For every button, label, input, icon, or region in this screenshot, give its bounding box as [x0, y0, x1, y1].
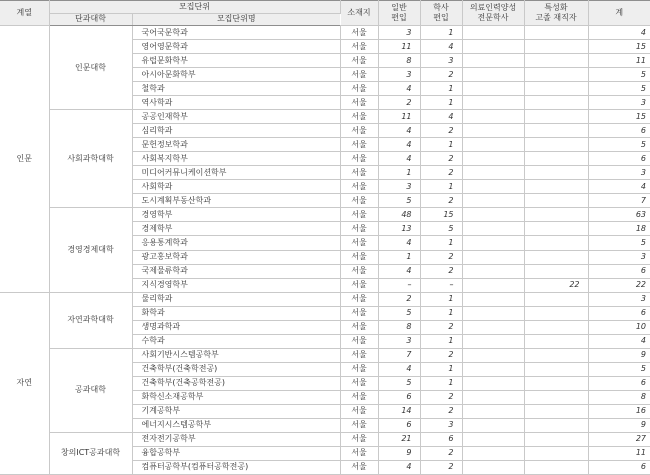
special-cell	[524, 334, 588, 348]
special-cell	[524, 418, 588, 432]
general-transfer-cell: 4	[378, 152, 420, 166]
general-transfer-cell: 5	[378, 194, 420, 208]
total-cell: 5	[588, 68, 650, 82]
header-recruit-unit: 모집단위	[49, 1, 340, 14]
bachelor-transfer-cell: 2	[420, 68, 462, 82]
bachelor-transfer-cell: –	[420, 278, 462, 292]
general-transfer-cell: 3	[378, 334, 420, 348]
general-transfer-cell: 5	[378, 376, 420, 390]
general-transfer-cell: 5	[378, 306, 420, 320]
general-transfer-cell: 2	[378, 292, 420, 306]
location-cell: 서울	[340, 418, 378, 432]
medical-cell	[462, 194, 524, 208]
general-transfer-cell: 4	[378, 236, 420, 250]
location-cell: 서울	[340, 138, 378, 152]
general-transfer-cell: 8	[378, 320, 420, 334]
general-transfer-cell: 3	[378, 26, 420, 40]
medical-cell	[462, 82, 524, 96]
bachelor-transfer-cell: 2	[420, 404, 462, 418]
medical-cell	[462, 110, 524, 124]
general-transfer-cell: 4	[378, 124, 420, 138]
special-cell	[524, 166, 588, 180]
location-cell: 서울	[340, 362, 378, 376]
dept-name-cell: 경제학부	[132, 222, 340, 236]
location-cell: 서울	[340, 376, 378, 390]
general-transfer-cell: 11	[378, 110, 420, 124]
dept-name-cell: 유럽문화학부	[132, 54, 340, 68]
general-transfer-cell: 4	[378, 362, 420, 376]
dept-name-cell: 건축학부(건축학전공)	[132, 362, 340, 376]
medical-cell	[462, 236, 524, 250]
dept-name-cell: 사회학과	[132, 180, 340, 194]
special-cell	[524, 348, 588, 362]
bachelor-transfer-cell: 2	[420, 264, 462, 278]
location-cell: 서울	[340, 320, 378, 334]
location-cell: 서울	[340, 110, 378, 124]
dept-name-cell: 심리학과	[132, 124, 340, 138]
total-cell: 15	[588, 40, 650, 54]
special-cell	[524, 222, 588, 236]
general-transfer-cell: 3	[378, 180, 420, 194]
total-cell: 9	[588, 348, 650, 362]
total-cell: 3	[588, 292, 650, 306]
medical-cell	[462, 362, 524, 376]
special-cell	[524, 320, 588, 334]
bachelor-transfer-cell: 2	[420, 124, 462, 138]
total-cell: 6	[588, 152, 650, 166]
special-cell	[524, 292, 588, 306]
total-cell: 16	[588, 404, 650, 418]
special-cell	[524, 460, 588, 474]
medical-cell	[462, 208, 524, 222]
location-cell: 서울	[340, 96, 378, 110]
special-cell	[524, 432, 588, 446]
general-transfer-cell: 4	[378, 264, 420, 278]
college-cell: 공과대학	[49, 348, 132, 432]
total-cell: 4	[588, 180, 650, 194]
total-cell: 5	[588, 362, 650, 376]
general-transfer-cell: 6	[378, 418, 420, 432]
special-cell	[524, 236, 588, 250]
medical-cell	[462, 306, 524, 320]
general-transfer-cell: 13	[378, 222, 420, 236]
bachelor-transfer-cell: 1	[420, 26, 462, 40]
location-cell: 서울	[340, 334, 378, 348]
bachelor-transfer-cell: 1	[420, 180, 462, 194]
special-cell	[524, 376, 588, 390]
location-cell: 서울	[340, 432, 378, 446]
general-transfer-cell: 4	[378, 138, 420, 152]
dept-name-cell: 아시아문화학부	[132, 68, 340, 82]
general-transfer-cell: 1	[378, 166, 420, 180]
dept-name-cell: 화학신소재공학부	[132, 390, 340, 404]
dept-name-cell: 화학과	[132, 306, 340, 320]
bachelor-transfer-cell: 1	[420, 376, 462, 390]
track-cell: 인문	[0, 26, 49, 293]
medical-cell	[462, 138, 524, 152]
dept-name-cell: 공공인재학부	[132, 110, 340, 124]
dept-name-cell: 영어영문학과	[132, 40, 340, 54]
general-transfer-cell: 6	[378, 390, 420, 404]
location-cell: 서울	[340, 222, 378, 236]
total-cell: 18	[588, 222, 650, 236]
total-cell: 8	[588, 390, 650, 404]
total-cell: 6	[588, 124, 650, 138]
medical-cell	[462, 376, 524, 390]
table-body	[0, 26, 650, 475]
location-cell: 서울	[340, 278, 378, 292]
special-cell	[524, 26, 588, 40]
bachelor-transfer-cell: 1	[420, 138, 462, 152]
special-cell	[524, 82, 588, 96]
total-cell: 6	[588, 306, 650, 320]
dept-name-cell: 국제물류학과	[132, 264, 340, 278]
dept-name-cell: 융합공학부	[132, 446, 340, 460]
dept-name-cell: 경영학부	[132, 208, 340, 222]
location-cell: 서울	[340, 446, 378, 460]
medical-cell	[462, 432, 524, 446]
special-cell	[524, 152, 588, 166]
general-transfer-cell: 9	[378, 446, 420, 460]
dept-name-cell: 사회복지학부	[132, 152, 340, 166]
general-transfer-cell: 2	[378, 96, 420, 110]
medical-cell	[462, 166, 524, 180]
header-medical: 의료인력양성 전문학사	[462, 1, 524, 26]
track-cell: 자연	[0, 292, 49, 474]
total-cell: 3	[588, 96, 650, 110]
location-cell: 서울	[340, 166, 378, 180]
general-transfer-cell: 1	[378, 250, 420, 264]
dept-name-cell: 철학과	[132, 82, 340, 96]
special-cell	[524, 404, 588, 418]
general-transfer-cell: –	[378, 278, 420, 292]
general-transfer-cell: 7	[378, 348, 420, 362]
header-special: 특성화 고졸 재직자	[524, 1, 588, 26]
location-cell: 서울	[340, 68, 378, 82]
location-cell: 서울	[340, 54, 378, 68]
header-unit-name: 모집단위명	[132, 13, 340, 26]
general-transfer-cell: 14	[378, 404, 420, 418]
location-cell: 서울	[340, 264, 378, 278]
bachelor-transfer-cell: 2	[420, 460, 462, 474]
special-cell	[524, 362, 588, 376]
dept-name-cell: 건축학부(건축공학전공)	[132, 376, 340, 390]
location-cell: 서울	[340, 152, 378, 166]
location-cell: 서울	[340, 348, 378, 362]
location-cell: 서울	[340, 404, 378, 418]
total-cell: 22	[588, 278, 650, 292]
medical-cell	[462, 250, 524, 264]
bachelor-transfer-cell: 2	[420, 250, 462, 264]
bachelor-transfer-cell: 2	[420, 194, 462, 208]
location-cell: 서울	[340, 208, 378, 222]
medical-cell	[462, 446, 524, 460]
total-cell: 7	[588, 194, 650, 208]
medical-cell	[462, 390, 524, 404]
medical-cell	[462, 180, 524, 194]
bachelor-transfer-cell: 2	[420, 166, 462, 180]
total-cell: 6	[588, 264, 650, 278]
table-row	[0, 348, 650, 362]
general-transfer-cell: 48	[378, 208, 420, 222]
bachelor-transfer-cell: 5	[420, 222, 462, 236]
medical-cell	[462, 278, 524, 292]
general-transfer-cell: 4	[378, 82, 420, 96]
total-cell: 15	[588, 110, 650, 124]
special-cell	[524, 194, 588, 208]
location-cell: 서울	[340, 306, 378, 320]
header-track: 계열	[0, 1, 49, 26]
header-location: 소재지	[340, 1, 378, 26]
general-transfer-cell: 3	[378, 68, 420, 82]
special-cell	[524, 54, 588, 68]
table-row	[0, 432, 650, 446]
medical-cell	[462, 54, 524, 68]
location-cell: 서울	[340, 124, 378, 138]
college-cell: 창의ICT공과대학	[49, 432, 132, 474]
bachelor-transfer-cell: 1	[420, 334, 462, 348]
dept-name-cell: 수학과	[132, 334, 340, 348]
dept-name-cell: 국어국문학과	[132, 26, 340, 40]
bachelor-transfer-cell: 2	[420, 446, 462, 460]
dept-name-cell: 문헌정보학과	[132, 138, 340, 152]
special-cell	[524, 110, 588, 124]
special-cell	[524, 264, 588, 278]
dept-name-cell: 물리학과	[132, 292, 340, 306]
dept-name-cell: 도시계획부동산학과	[132, 194, 340, 208]
bachelor-transfer-cell: 2	[420, 152, 462, 166]
dept-name-cell: 역사학과	[132, 96, 340, 110]
total-cell: 5	[588, 236, 650, 250]
header-general-transfer: 일반 편입	[378, 1, 420, 26]
medical-cell	[462, 124, 524, 138]
special-cell	[524, 138, 588, 152]
dept-name-cell: 사회기반시스템공학부	[132, 348, 340, 362]
college-cell: 자연과학대학	[49, 292, 132, 348]
medical-cell	[462, 320, 524, 334]
total-cell: 3	[588, 166, 650, 180]
medical-cell	[462, 418, 524, 432]
bachelor-transfer-cell: 1	[420, 362, 462, 376]
total-cell: 11	[588, 446, 650, 460]
location-cell: 서울	[340, 194, 378, 208]
medical-cell	[462, 460, 524, 474]
table-row	[0, 26, 650, 40]
header-bachelor-transfer: 학사 편입	[420, 1, 462, 26]
table-row	[0, 208, 650, 222]
location-cell: 서울	[340, 82, 378, 96]
special-cell	[524, 390, 588, 404]
dept-name-cell: 응용통계학과	[132, 236, 340, 250]
medical-cell	[462, 152, 524, 166]
special-cell	[524, 250, 588, 264]
bachelor-transfer-cell: 1	[420, 82, 462, 96]
dept-name-cell: 광고홍보학과	[132, 250, 340, 264]
general-transfer-cell: 4	[378, 460, 420, 474]
location-cell: 서울	[340, 40, 378, 54]
dept-name-cell: 컴퓨터공학부(컴퓨터공학전공)	[132, 460, 340, 474]
bachelor-transfer-cell: 1	[420, 236, 462, 250]
special-cell	[524, 446, 588, 460]
bachelor-transfer-cell: 2	[420, 320, 462, 334]
general-transfer-cell: 8	[378, 54, 420, 68]
general-transfer-cell: 11	[378, 40, 420, 54]
total-cell: 4	[588, 334, 650, 348]
total-cell: 11	[588, 54, 650, 68]
medical-cell	[462, 96, 524, 110]
general-transfer-cell: 21	[378, 432, 420, 446]
bachelor-transfer-cell: 2	[420, 390, 462, 404]
total-cell: 5	[588, 138, 650, 152]
college-cell: 인문대학	[49, 26, 132, 110]
location-cell: 서울	[340, 26, 378, 40]
special-cell	[524, 96, 588, 110]
bachelor-transfer-cell: 2	[420, 348, 462, 362]
total-cell: 10	[588, 320, 650, 334]
special-cell: 22	[524, 278, 588, 292]
special-cell	[524, 306, 588, 320]
bachelor-transfer-cell: 1	[420, 96, 462, 110]
college-cell: 사회과학대학	[49, 110, 132, 208]
location-cell: 서울	[340, 292, 378, 306]
header-college: 단과대학	[49, 13, 132, 26]
medical-cell	[462, 404, 524, 418]
table-header	[0, 1, 650, 26]
bachelor-transfer-cell: 4	[420, 110, 462, 124]
location-cell: 서울	[340, 390, 378, 404]
total-cell: 3	[588, 250, 650, 264]
special-cell	[524, 180, 588, 194]
medical-cell	[462, 264, 524, 278]
medical-cell	[462, 68, 524, 82]
table-row	[0, 292, 650, 306]
table-row	[0, 110, 650, 124]
location-cell: 서울	[340, 460, 378, 474]
total-cell: 6	[588, 460, 650, 474]
dept-name-cell: 전자전기공학부	[132, 432, 340, 446]
bachelor-transfer-cell: 4	[420, 40, 462, 54]
medical-cell	[462, 26, 524, 40]
special-cell	[524, 40, 588, 54]
special-cell	[524, 68, 588, 82]
medical-cell	[462, 292, 524, 306]
medical-cell	[462, 348, 524, 362]
special-cell	[524, 124, 588, 138]
location-cell: 서울	[340, 236, 378, 250]
total-cell: 9	[588, 418, 650, 432]
total-cell: 63	[588, 208, 650, 222]
total-cell: 4	[588, 26, 650, 40]
total-cell: 6	[588, 376, 650, 390]
bachelor-transfer-cell: 1	[420, 292, 462, 306]
medical-cell	[462, 40, 524, 54]
special-cell	[524, 208, 588, 222]
bachelor-transfer-cell: 3	[420, 418, 462, 432]
location-cell: 서울	[340, 180, 378, 194]
total-cell: 27	[588, 432, 650, 446]
dept-name-cell: 지식경영학부	[132, 278, 340, 292]
dept-name-cell: 에너지시스템공학부	[132, 418, 340, 432]
header-total: 계	[588, 1, 650, 26]
dept-name-cell: 미디어커뮤니케이션학부	[132, 166, 340, 180]
total-cell: 5	[588, 82, 650, 96]
location-cell: 서울	[340, 250, 378, 264]
bachelor-transfer-cell: 6	[420, 432, 462, 446]
college-cell: 경영경제대학	[49, 208, 132, 292]
bachelor-transfer-cell: 3	[420, 54, 462, 68]
medical-cell	[462, 334, 524, 348]
dept-name-cell: 기계공학부	[132, 404, 340, 418]
bachelor-transfer-cell: 1	[420, 306, 462, 320]
bachelor-transfer-cell: 15	[420, 208, 462, 222]
medical-cell	[462, 222, 524, 236]
dept-name-cell: 생명과학과	[132, 320, 340, 334]
